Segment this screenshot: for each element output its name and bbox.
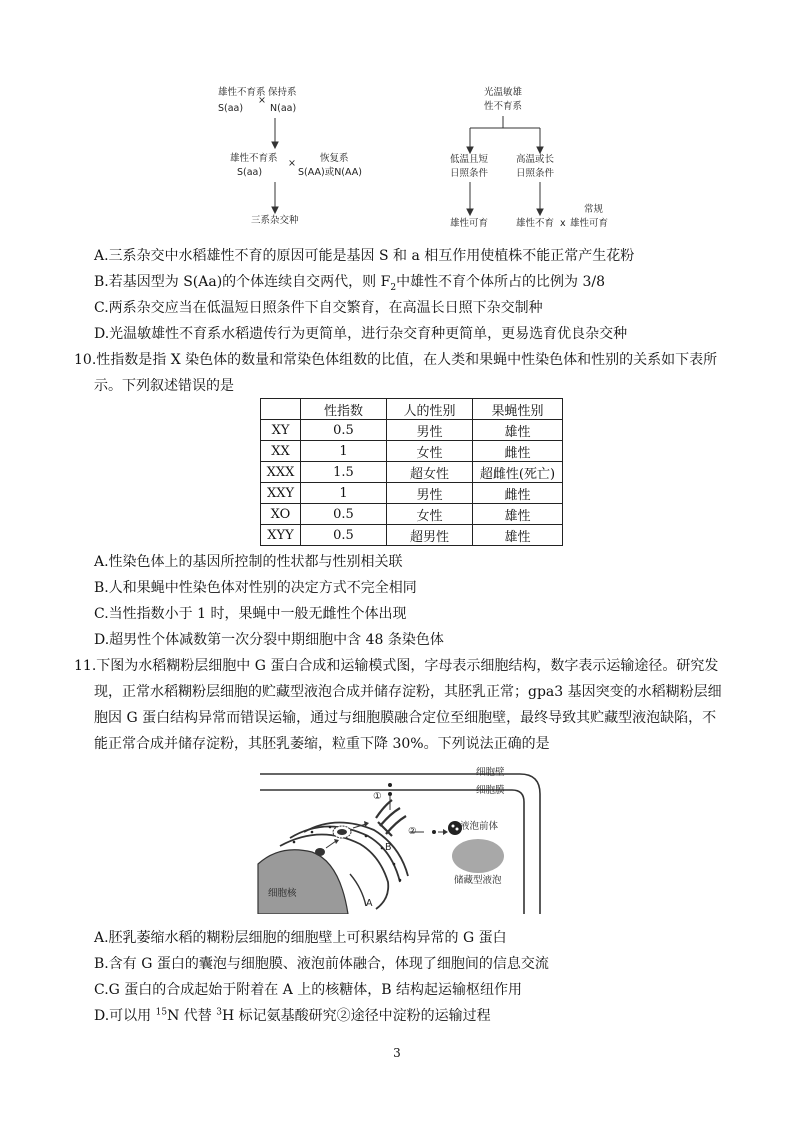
s-aa-genotype: S(aa) (218, 103, 244, 114)
q10-option-b: B.人和果蝇中性染色体对性别的决定方式不完全相同 (94, 580, 417, 596)
s-aa-genotype-2: S(aa) (237, 167, 263, 178)
cross-symbol-2: × (288, 158, 296, 169)
sterile-label: 雄性不育 (516, 218, 555, 229)
table-header (261, 399, 301, 420)
q10-option-d: D.超男性个体减数第一次分裂中期细胞中含 48 条染色体 (94, 632, 444, 648)
q10-stem-line1: 10.性指数是指 X 染色体的数量和常染色体组数的比值，在人类和果蝇中性染色体和性别的关系如下表所 (74, 352, 718, 368)
q9-option-b: B.若基因型为 S(Aa)的个体连续自交两代，则 $F_2$中雄性不育个体所占的比例为 3/8 (94, 274, 606, 293)
restorer-label: 恢复系 (320, 153, 349, 164)
nucleus-label: 细胞核 (268, 888, 297, 899)
page-number: 3 (393, 1046, 401, 1060)
table-row: XX 1 女性 雌性 (261, 441, 563, 462)
q11-stem-line2: 现，正常水稻糊粉层细胞的贮藏型液泡合成并储存淀粉，其胚乳正常；gpa3 基因突变的水稻糊粉层细 (94, 684, 722, 700)
restorer-genotype: S(AA)或N(AA) (298, 167, 362, 178)
q9-option-d: D.光温敏雄性不育系水稻遗传行为更简单，进行杂交育种更简单，更易选育优良杂交种 (94, 326, 628, 342)
structure-a-label: A (366, 898, 373, 909)
conventional-label-2: 雄性可育 (570, 218, 609, 229)
table-header: 人的性别 (387, 399, 473, 420)
q11-option-b: B.含有 G 蛋白的囊泡与细胞膜、液泡前体融合，体现了细胞间的信息交流 (94, 956, 549, 972)
q10-option-a: A.性染色体上的基因所控制的性状都与性别相关联 (94, 554, 403, 570)
table-header: 果蝇性别 (473, 399, 563, 420)
table-row: XO 0.5 女性 雄性 (261, 504, 563, 525)
high-temp-label-1: 高温或长 (516, 154, 555, 165)
fertile-label: 雄性可育 (450, 218, 489, 229)
q9-option-c: C.两系杂交应当在低温短日照条件下自交繁育，在高温长日照下杂交制种 (94, 300, 543, 316)
q11-option-a: A.胚乳萎缩水稻的糊粉层细胞的细胞壁上可积累结构异常的 G 蛋白 (94, 930, 507, 946)
q11-stem-line4: 能正常合成并储存淀粉，其胚乳萎缩，粒重下降 30%。下列说法正确的是 (94, 736, 550, 752)
table-row: XY 0.5 男性 雄性 (261, 420, 563, 441)
storage-vacuole-label: 储藏型液泡 (454, 875, 502, 886)
table-header-row (261, 399, 563, 420)
cross-symbol: × (258, 95, 266, 106)
table-header: 性指数 (301, 399, 387, 420)
q10-option-c: C.当性指数小于 1 时，果蝇中一般无雌性个体出现 (94, 606, 407, 622)
q11-option-c: C.G 蛋白的合成起始于附着在 A 上的核糖体，B 结构起运输枢纽作用 (94, 982, 523, 998)
low-temp-label-2: 日照条件 (450, 168, 489, 179)
n-aa-genotype: N(aa) (270, 103, 297, 114)
maintainer-label: 保持系 (268, 87, 297, 98)
route-2-label: ② (408, 826, 417, 837)
structure-b-label: B (385, 842, 392, 853)
pre-vacuole-label: 液泡前体 (460, 821, 499, 832)
low-temp-label-1: 低温且短 (450, 154, 489, 165)
q11-stem-line3: 胞因 G 蛋白结构异常而错误运输，通过与细胞膜融合定位至细胞壁，最终导致其贮藏型液泡缺陷，不 (94, 710, 717, 726)
table-row: XYY 0.5 超男性 雄性 (261, 525, 563, 546)
q10-stem-line2: 示。下列叙述错误的是 (94, 378, 234, 394)
table-row: XXY 1 男性 雌性 (261, 483, 563, 504)
high-temp-label-2: 日照条件 (516, 168, 555, 179)
photo-thermo-label-1: 光温敏雄 (484, 87, 523, 98)
male-sterile-label-2: 雄性不育系 (230, 153, 278, 164)
q11-stem-line1: 11.下图为水稻糊粉层细胞中 G 蛋白合成和运输模式图，字母表示细胞结构，数字表示运输途径。研究发 (74, 658, 719, 674)
conventional-label-1: 常规 (584, 204, 604, 215)
photo-thermo-label-2: 性不育系 (484, 101, 523, 112)
cell-wall-label: 细胞壁 (476, 767, 505, 778)
sex-index-table (260, 398, 563, 546)
male-sterile-label: 雄性不育系 (218, 87, 266, 98)
three-line-hybrid: 三系杂交种 (251, 215, 299, 226)
breeding-diagram-lines (0, 0, 794, 240)
cross-symbol-3: x (560, 218, 566, 229)
cell-membrane-label: 细胞膜 (476, 785, 505, 796)
q11-option-d: D.可以用 $^{15}$N 代替 $^3$H 标记氨基酸研究②途径中淀粉的运输过程 (94, 1007, 491, 1024)
q9-option-a: A.三系杂交中水稻雄性不育的原因可能是基因 S 和 a 相互作用使植株不能正常产生花粉 (94, 248, 635, 264)
table-row: XXX 1.5 超女性 超雌性(死亡) (261, 462, 563, 483)
route-1-label: ① (373, 791, 382, 802)
